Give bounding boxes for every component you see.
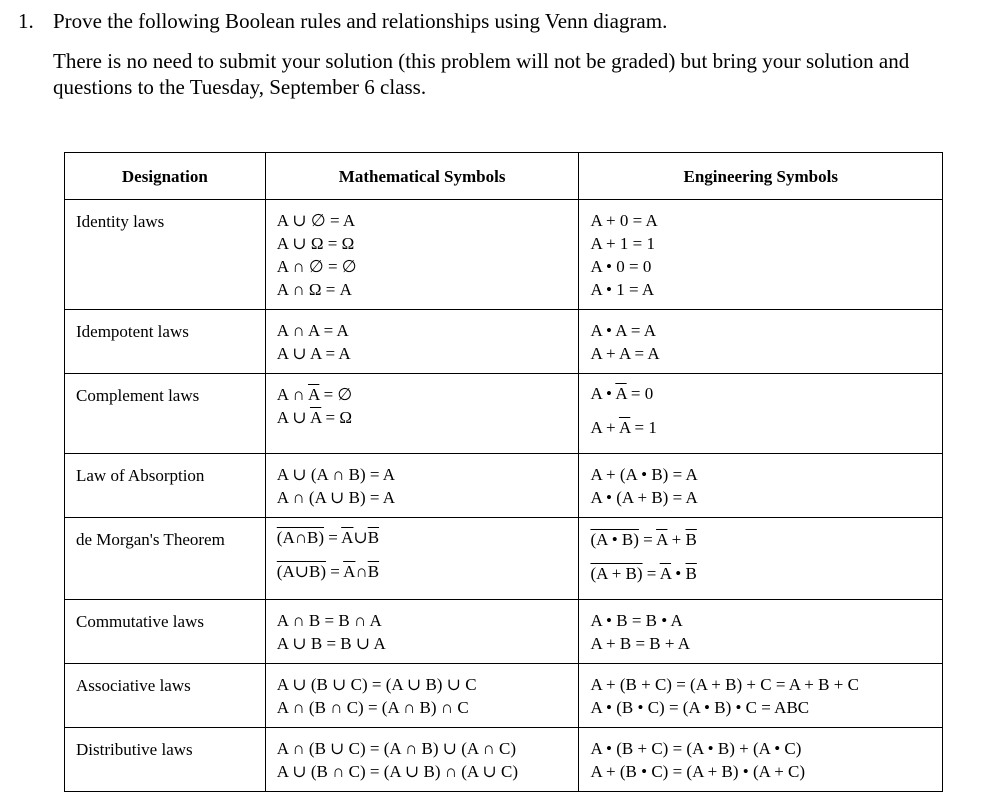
math-formula: A ∩ A = A bbox=[276, 321, 349, 340]
table-row bbox=[65, 374, 943, 454]
designation-distributive-laws: Distributive laws bbox=[76, 740, 193, 759]
math-formula: (A∪B) = $\overline{A}\cap\overline{B}$ bbox=[276, 562, 380, 581]
math-formula: A ∪ B = B ∪ A bbox=[276, 634, 386, 653]
header-engineering-symbols: Engineering Symbols bbox=[579, 153, 943, 200]
math-formula: A ∩ Ω = A bbox=[276, 280, 352, 299]
designation-law-of-absorption: Law of Absorption bbox=[76, 466, 205, 485]
math-formula: A ∩ ∅ = ∅ bbox=[276, 257, 357, 276]
eng-formula: A • (A + B) = A bbox=[590, 488, 698, 507]
designation-commutative-laws: Commutative laws bbox=[76, 612, 204, 631]
eng-formula: A • (B • C) = (A • B) • C = ABC bbox=[590, 698, 810, 717]
problem-note: There is no need to submit your solution (this problem will not be graded) but bring your solution and questions to the Tuesday, September 6 class. bbox=[53, 49, 910, 99]
designation-associative-laws: Associative laws bbox=[76, 676, 191, 695]
header-designation: Designation bbox=[65, 153, 266, 200]
table-row bbox=[65, 664, 943, 728]
eng-formula: A + (B • C) = (A + B) • (A + C) bbox=[590, 762, 806, 781]
eng-formula: A • B = B • A bbox=[590, 611, 683, 630]
eng-formula: A + (A • B) = A bbox=[590, 465, 698, 484]
table-row bbox=[65, 518, 943, 600]
eng-formula: A • $\overline{A} = 0$ bbox=[590, 384, 654, 403]
eng-formula: A + 0 = A bbox=[590, 211, 658, 230]
table-row bbox=[65, 310, 943, 374]
eng-formula: $(A + B) = \overline{A}$ • $\overline{B}$ bbox=[590, 564, 697, 583]
math-formula: A ∩ (B ∪ C) = (A ∩ B) ∪ (A ∩ C) bbox=[276, 739, 517, 758]
table-row bbox=[65, 454, 943, 518]
eng-formula: A • (B + C) = (A • B) + (A • C) bbox=[590, 739, 802, 758]
math-formula: A ∪ ∅ = A bbox=[276, 211, 356, 230]
math-formula: A ∪ Ω = Ω bbox=[276, 234, 355, 253]
table-header-row bbox=[65, 153, 943, 200]
math-formula: A ∩ (A ∪ B) = A bbox=[276, 488, 396, 507]
eng-formula: (A • $B) = \overline{A} + \overline{B}$ bbox=[590, 530, 697, 549]
designation-de-morgans-theorem: de Morgan's Theorem bbox=[76, 530, 225, 549]
math-formula: (A∩B) = $\overline{A}\cup\overline{B}$ bbox=[276, 528, 380, 547]
table-row bbox=[65, 600, 943, 664]
math-formula: A ∪ (A ∩ B) = A bbox=[276, 465, 396, 484]
math-formula: A ∪ (B ∪ C) = (A ∪ B) ∪ C bbox=[276, 675, 477, 694]
eng-formula: A + B = B + A bbox=[590, 634, 691, 653]
math-formula: A ∩ (B ∩ C) = (A ∩ B) ∩ C bbox=[276, 698, 469, 717]
problem-number: 1. bbox=[18, 9, 34, 33]
table-row bbox=[65, 200, 943, 310]
math-formula: A ∪ A = A bbox=[276, 344, 351, 363]
math-formula: A ∪ $\overline{A} = \Omega$ bbox=[276, 408, 353, 427]
designation-identity-laws: Identity laws bbox=[76, 212, 165, 231]
table-row bbox=[65, 728, 943, 792]
eng-formula: A • 1 = A bbox=[590, 280, 655, 299]
math-formula: A ∪ (B ∩ C) = (A ∪ B) ∩ (A ∪ C) bbox=[276, 762, 519, 781]
designation-complement-laws: Complement laws bbox=[76, 386, 200, 405]
eng-formula: A + 1 = 1 bbox=[590, 234, 655, 253]
math-formula: A ∩ B = B ∩ A bbox=[276, 611, 382, 630]
eng-formula: A + A = A bbox=[590, 344, 660, 363]
boolean-rules-table bbox=[64, 152, 943, 792]
designation-idempotent-laws: Idempotent laws bbox=[76, 322, 189, 341]
eng-formula: A + (B + C) = (A + B) + C = A + B + C bbox=[590, 675, 859, 694]
problem-title: Prove the following Boolean rules and relationships using Venn diagram. bbox=[53, 9, 668, 33]
header-mathematical-symbols: Mathematical Symbols bbox=[265, 153, 579, 200]
eng-formula: $A + \overline{A} = 1$ bbox=[590, 418, 657, 437]
eng-formula: A • 0 = 0 bbox=[590, 257, 652, 276]
eng-formula: A • A = A bbox=[590, 321, 657, 340]
math-formula: A ∩ $\overline{A}$ = ∅ bbox=[276, 385, 353, 404]
